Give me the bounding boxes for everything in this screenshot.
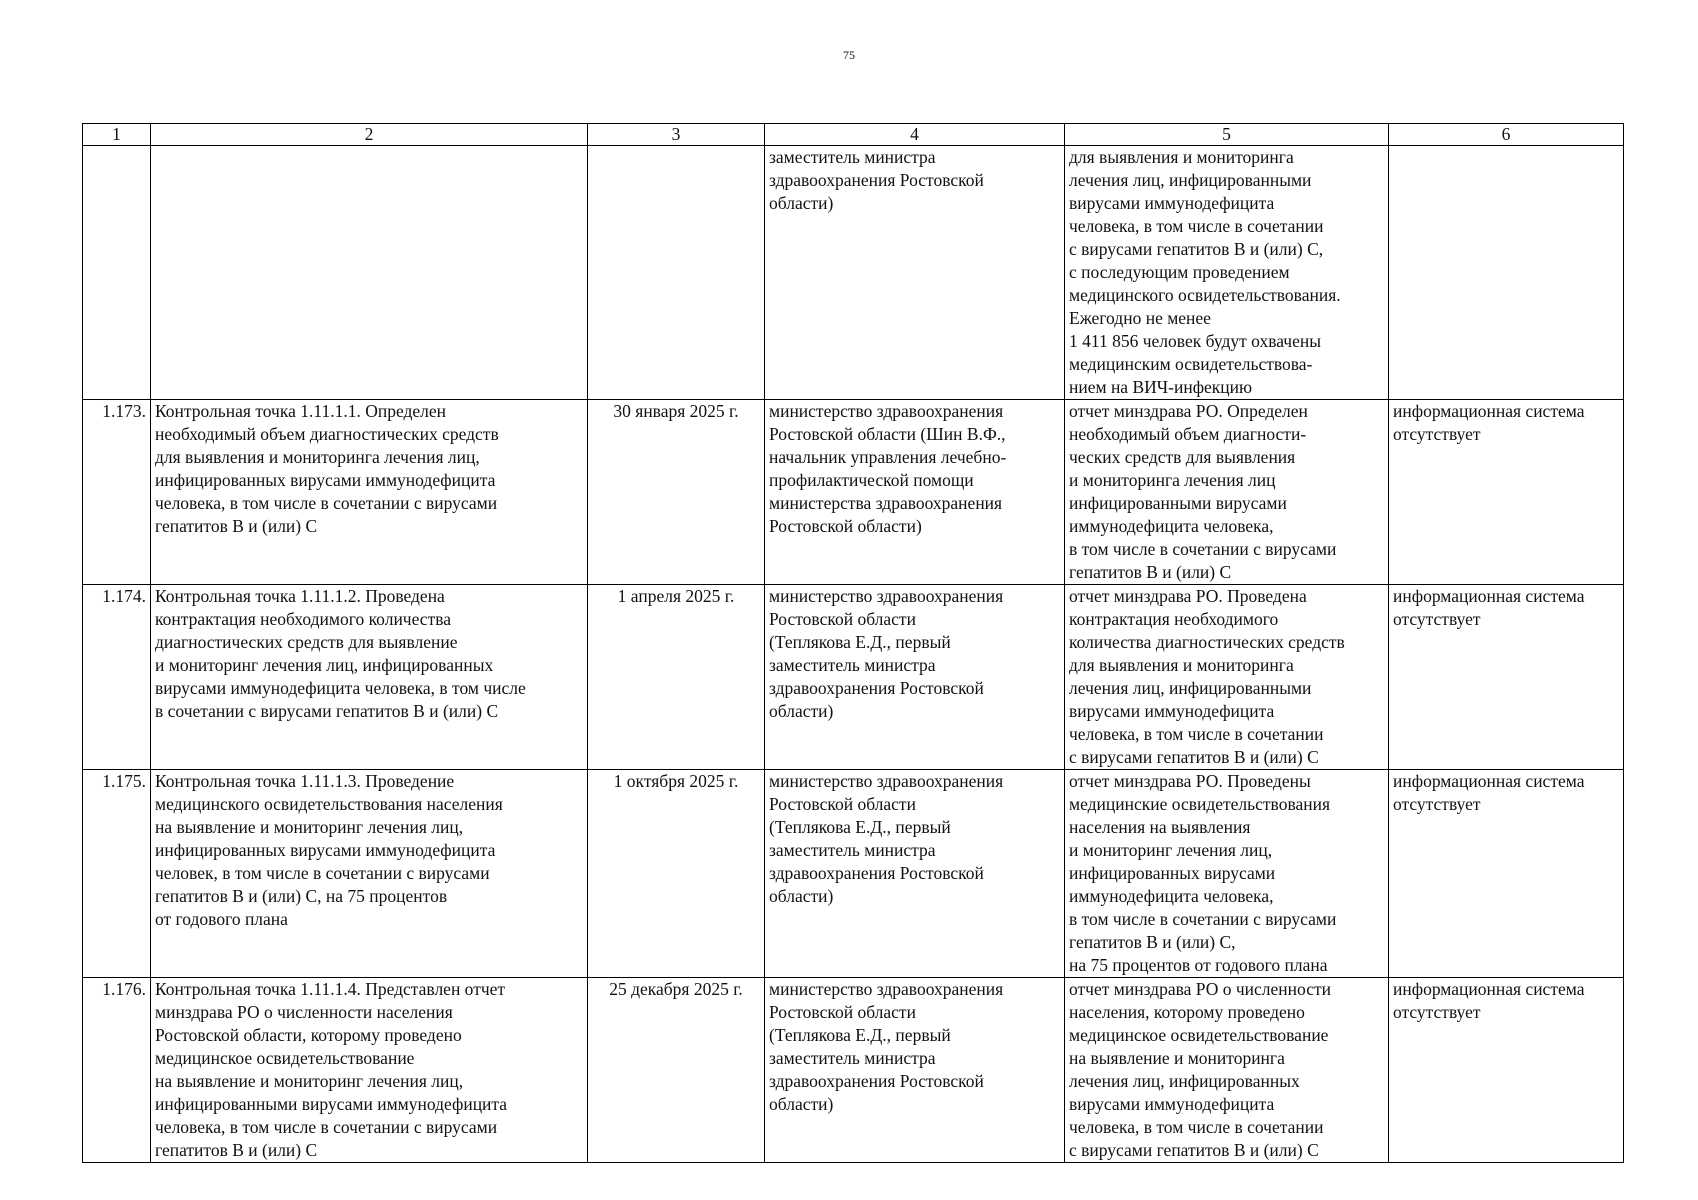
info-system-cell <box>1389 770 1624 978</box>
cell-text-line: количества диагностических средств <box>1069 632 1345 652</box>
cell-text-line: медицинское освидетельствование <box>155 1048 415 1068</box>
cell-text-line: гепатитов B и (или) C <box>155 516 318 536</box>
cell-text-line: заместитель министра <box>769 1048 936 1068</box>
responsible-cell <box>765 770 1065 978</box>
table-header <box>83 124 1624 146</box>
cell-text-line: области) <box>769 1094 834 1114</box>
cell-text-line: Ростовской области) <box>769 516 922 536</box>
cell-text-line: 1.176. <box>102 979 146 999</box>
table-row <box>83 585 1624 770</box>
row-number-cell <box>83 400 151 585</box>
result-cell <box>1065 400 1389 585</box>
cell-text-line: с вирусами гепатитов B и (или) C <box>1069 1140 1319 1160</box>
cell-text-line: Ежегодно не менее <box>1069 308 1211 328</box>
header-col-5: 5 <box>1065 124 1389 146</box>
responsible-cell <box>765 400 1065 585</box>
cell-text-line: необходимый объем диагности- <box>1069 424 1307 444</box>
deadline-cell <box>588 585 765 770</box>
result-cell <box>1065 770 1389 978</box>
cell-text-line: 1 октября 2025 г. <box>613 771 739 791</box>
header-col-1: 1 <box>83 124 151 146</box>
cell-text-line: области) <box>769 701 834 721</box>
header-row <box>83 124 1624 146</box>
cell-text-line: министерство здравоохранения <box>769 979 1004 999</box>
cell-text-line: в том числе в сочетании с вирусами <box>1069 539 1337 559</box>
cell-text-line: 25 декабря 2025 г. <box>609 979 743 999</box>
cell-text-line: иммунодефицита человека, <box>1069 516 1274 536</box>
cell-text-line: гепатитов B и (или) C, <box>1069 932 1236 952</box>
cell-text-line: ческих средств для выявления <box>1069 447 1296 467</box>
cell-text-line: 1.175. <box>102 771 146 791</box>
row-number-cell <box>83 770 151 978</box>
cell-text-line: медицинские освидетельствования <box>1069 794 1331 814</box>
cell-text-line: информационная система <box>1393 401 1585 421</box>
cell-text-line: отчет минздрава РО. Определен <box>1069 401 1308 421</box>
cell-text-line: медицинское освидетельствование <box>1069 1025 1329 1045</box>
cell-text-line: (Теплякова Е.Д., первый <box>769 817 951 837</box>
info-system-cell <box>1389 146 1624 400</box>
table-row <box>83 146 1624 400</box>
cell-text-line: Контрольная точка 1.11.1.1. Определен <box>155 401 447 421</box>
cell-text-line: (Теплякова Е.Д., первый <box>769 1025 951 1045</box>
cell-text-line: и мониторинг лечения лиц, <box>1069 840 1273 860</box>
cell-text-line: на выявление и мониторинга <box>1069 1048 1285 1068</box>
cell-text-line: министерство здравоохранения <box>769 586 1004 606</box>
header-col-3: 3 <box>588 124 765 146</box>
cell-text-line: инфицированных вирусами <box>1069 863 1276 883</box>
cell-text-line: населения на выявления <box>1069 817 1251 837</box>
cell-text-line: диагностических средств для выявление <box>155 632 458 652</box>
responsible-cell <box>765 146 1065 400</box>
cell-text-line: здравоохранения Ростовской <box>769 170 984 190</box>
deadline-cell <box>588 400 765 585</box>
cell-text-line: нием на ВИЧ-инфекцию <box>1069 377 1253 397</box>
header-col-6: 6 <box>1389 124 1624 146</box>
deadline-cell <box>588 146 765 400</box>
cell-text-line: иммунодефицита человека, <box>1069 886 1274 906</box>
cell-text-line: для выявления и мониторинга <box>1069 655 1294 675</box>
info-system-cell <box>1389 585 1624 770</box>
info-system-cell <box>1389 978 1624 1163</box>
cell-text-line: человека, в том числе в сочетании <box>1069 1117 1324 1137</box>
cell-text-line: вирусами иммунодефицита человека, в том числе <box>155 678 526 698</box>
cell-text-line: министерства здравоохранения <box>769 493 1003 513</box>
cell-text-line: инфицированных вирусами иммунодефицита <box>155 840 496 860</box>
cell-text-line: Ростовской области <box>769 1002 916 1022</box>
cell-text-line: на выявление и мониторинг лечения лиц, <box>155 817 464 837</box>
cell-text-line: человека, в том числе в сочетании <box>1069 724 1324 744</box>
cell-text-line: заместитель министра <box>769 840 936 860</box>
cell-text-line: необходимый объем диагностических средств <box>155 424 499 444</box>
cell-text-line: на 75 процентов от годового плана <box>1069 955 1328 975</box>
cell-text-line: министерство здравоохранения <box>769 771 1004 791</box>
cell-text-line: гепатитов B и (или) C, на 75 процентов <box>155 886 448 906</box>
cell-text-line: для выявления и мониторинга лечения лиц, <box>155 447 480 467</box>
cell-text-line: человека, в том числе в сочетании <box>1069 216 1324 236</box>
cell-text-line: отсутствует <box>1393 424 1481 444</box>
cell-text-line: Ростовской области <box>769 794 916 814</box>
cell-text-line: гепатитов B и (или) C <box>1069 562 1232 582</box>
cell-text-line: инфицированными вирусами иммунодефицита <box>155 1094 508 1114</box>
cell-text-line: 1 411 856 человек будут охвачены <box>1069 331 1321 351</box>
cell-text-line: в сочетании с вирусами гепатитов B и (или) C <box>155 701 499 721</box>
deadline-cell <box>588 978 765 1163</box>
cell-text-line: на выявление и мониторинг лечения лиц, <box>155 1071 464 1091</box>
cell-text-line: Ростовской области <box>769 609 916 629</box>
page-number: 75 <box>843 48 855 62</box>
cell-text-line: с вирусами гепатитов B и (или) C, <box>1069 239 1324 259</box>
plan-table <box>82 123 1624 1163</box>
table-row <box>83 770 1624 978</box>
responsible-cell <box>765 978 1065 1163</box>
control-point-cell <box>151 585 588 770</box>
cell-text-line: Ростовской области (Шин В.Ф., <box>769 424 1006 444</box>
cell-text-line: гепатитов B и (или) C <box>155 1140 318 1160</box>
cell-text-line: лечения лиц, инфицированных <box>1069 1071 1300 1091</box>
cell-text-line: начальник управления лечебно- <box>769 447 1007 467</box>
cell-text-line: контрактация необходимого количества <box>155 609 452 629</box>
cell-text-line: медицинским освидетельствова- <box>1069 354 1313 374</box>
cell-text-line: (Теплякова Е.Д., первый <box>769 632 951 652</box>
cell-text-line: лечения лиц, инфицированными <box>1069 678 1312 698</box>
row-number-cell <box>83 146 151 400</box>
control-point-cell <box>151 400 588 585</box>
cell-text-line: вирусами иммунодефицита <box>1069 701 1275 721</box>
result-cell <box>1065 146 1389 400</box>
row-number-cell <box>83 978 151 1163</box>
cell-text-line: отсутствует <box>1393 794 1481 814</box>
cell-text-line: Контрольная точка 1.11.1.3. Проведение <box>155 771 455 791</box>
cell-text-line: 30 января 2025 г. <box>613 401 739 421</box>
cell-text-line: области) <box>769 886 834 906</box>
cell-text-line: профилактической помощи <box>769 470 974 490</box>
cell-text-line: области) <box>769 193 834 213</box>
cell-text-line: лечения лиц, инфицированными <box>1069 170 1312 190</box>
cell-text-line: вирусами иммунодефицита <box>1069 1094 1275 1114</box>
header-col-2: 2 <box>151 124 588 146</box>
cell-text-line: здравоохранения Ростовской <box>769 1071 984 1091</box>
cell-text-line: отчет минздрава РО о численности <box>1069 979 1331 999</box>
cell-text-line: и мониторинга лечения лиц <box>1069 470 1276 490</box>
info-system-cell <box>1389 400 1624 585</box>
cell-text-line: населения, которому проведено <box>1069 1002 1305 1022</box>
responsible-cell <box>765 585 1065 770</box>
cell-text-line: человек, в том числе в сочетании с вирусами <box>155 863 490 883</box>
cell-text-line: 1.174. <box>102 586 146 606</box>
cell-text-line: от годового плана <box>155 909 288 929</box>
cell-text-line: инфицированных вирусами иммунодефицита <box>155 470 496 490</box>
deadline-cell <box>588 770 765 978</box>
cell-text-line: информационная система <box>1393 771 1585 791</box>
cell-text-line: здравоохранения Ростовской <box>769 678 984 698</box>
control-point-cell <box>151 146 588 400</box>
cell-text-line: информационная система <box>1393 586 1585 606</box>
cell-text-line: Контрольная точка 1.11.1.4. Представлен отчет <box>155 979 506 999</box>
cell-text-line: медицинского освидетельствования. <box>1069 285 1341 305</box>
control-point-cell <box>151 978 588 1163</box>
cell-text-line: заместитель министра <box>769 147 936 167</box>
cell-text-line: здравоохранения Ростовской <box>769 863 984 883</box>
cell-text-line: с вирусами гепатитов B и (или) C <box>1069 747 1319 767</box>
cell-text-line: для выявления и мониторинга <box>1069 147 1294 167</box>
cell-text-line: инфицированными вирусами <box>1069 493 1287 513</box>
result-cell <box>1065 978 1389 1163</box>
control-point-cell <box>151 770 588 978</box>
cell-text-line: отсутствует <box>1393 1002 1481 1022</box>
cell-text-line: Ростовской области, которому проведено <box>155 1025 462 1045</box>
cell-text-line: информационная система <box>1393 979 1585 999</box>
cell-text-line: министерство здравоохранения <box>769 401 1004 421</box>
cell-text-line: минздрава РО о численности населения <box>155 1002 453 1022</box>
cell-text-line: Контрольная точка 1.11.1.2. Проведена <box>155 586 445 606</box>
cell-text-line: медицинского освидетельствования населения <box>155 794 503 814</box>
cell-text-line: вирусами иммунодефицита <box>1069 193 1275 213</box>
cell-text-line: заместитель министра <box>769 655 936 675</box>
cell-text-line: отсутствует <box>1393 609 1481 629</box>
table-row <box>83 978 1624 1163</box>
cell-text-line: контрактация необходимого <box>1069 609 1279 629</box>
cell-text-line: отчет минздрава РО. Проведена <box>1069 586 1307 606</box>
cell-text-line: человека, в том числе в сочетании с вирусами <box>155 1117 498 1137</box>
cell-text-line: 1 апреля 2025 г. <box>617 586 735 606</box>
cell-text-line: с последующим проведением <box>1069 262 1290 282</box>
row-number-cell <box>83 585 151 770</box>
header-col-4: 4 <box>765 124 1065 146</box>
cell-text-line: в том числе в сочетании с вирусами <box>1069 909 1337 929</box>
result-cell <box>1065 585 1389 770</box>
cell-text-line: отчет минздрава РО. Проведены <box>1069 771 1311 791</box>
cell-text-line: 1.173. <box>102 401 146 421</box>
table-body <box>83 146 1624 1163</box>
table-row <box>83 400 1624 585</box>
cell-text-line: человека, в том числе в сочетании с вирусами <box>155 493 498 513</box>
cell-text-line: и мониторинг лечения лиц, инфицированных <box>155 655 494 675</box>
